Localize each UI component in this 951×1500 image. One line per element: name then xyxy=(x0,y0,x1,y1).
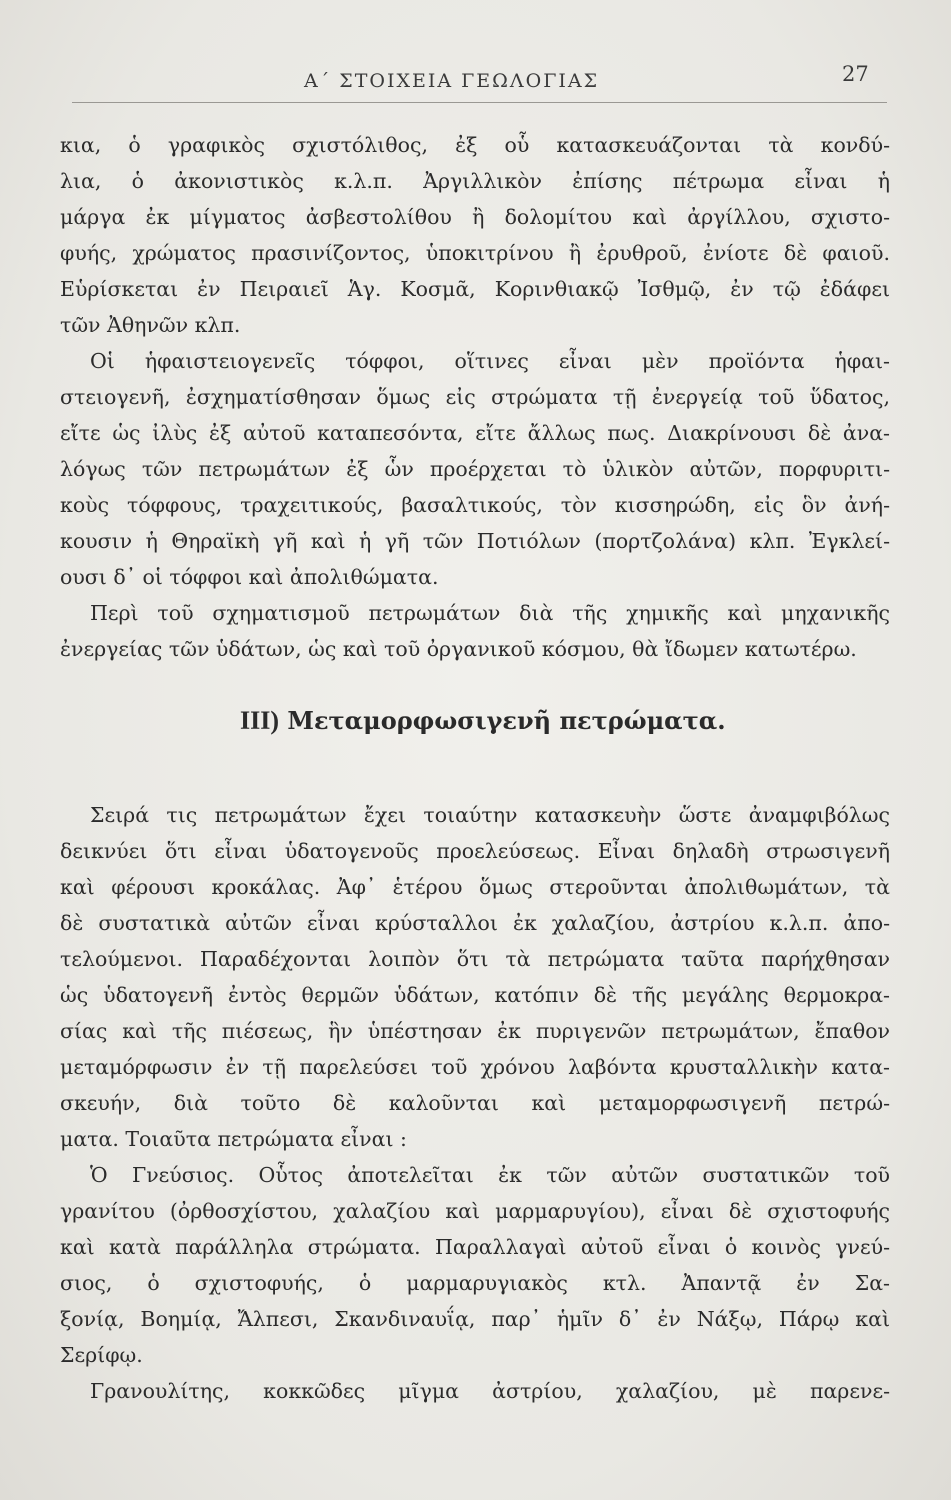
running-head: Α΄ ΣΤΟΙΧΕΙΑ ΓΕΩΛΟΓΙΑΣ xyxy=(304,70,600,92)
text-line: κουσιν ἡ Θηραϊκὴ γῆ καὶ ἡ γῆ τῶν Ποτιόλων (πορτζολάνα) κλπ. Ἐγκλεί- xyxy=(60,529,890,553)
text-line: ἐνεργείας τῶν ὑδάτων, ὡς καὶ τοῦ ὀργανικοῦ κόσμου, θὰ ἴδωμεν κατωτέρω. xyxy=(60,637,857,661)
text-line: δὲ συστατικὰ αὐτῶν εἶναι κρύσταλλοι ἐκ χαλαζίου, ἀστρίου κ.λ.π. ἀπο- xyxy=(60,911,890,935)
text-line: ουσι δ᾽ οἱ τόφφοι καὶ ἀπολιθώματα. xyxy=(60,565,439,589)
text-line: μεταμόρφωσιν ἐν τῇ παρελεύσει τοῦ χρόνου λαβόντα κρυσταλλικὴν κατα- xyxy=(60,1055,890,1079)
text-line: καὶ κατὰ παράλληλα στρώματα. Παραλλαγαὶ αὐτοῦ εἶναι ὁ κοινὸς γνεύ- xyxy=(60,1235,890,1259)
text-line: Σερίφῳ. xyxy=(60,1343,143,1367)
header-rule xyxy=(72,102,887,103)
paragraph-start-line: Γρανουλίτης, κοκκῶδες μῖγμα ἀστρίου, χαλαζίου, μὲ παρενε- xyxy=(90,1379,890,1403)
text-line: δεικνύει ὅτι εἶναι ὑδατογενοῦς προελεύσεως. Εἶναι δηλαδὴ στρωσιγενῆ xyxy=(60,839,890,863)
text-line: σίας καὶ τῆς πιέσεως, ἣν ὑπέστησαν ἐκ πυριγενῶν πετρωμάτων, ἔπαθον xyxy=(60,1019,890,1043)
text-line: ξονίᾳ, Βοημίᾳ, Ἄλπεσι, Σκανδιναυΐᾳ, παρ᾽ ἡμῖν δ᾽ ἐν Νάξῳ, Πάρῳ καὶ xyxy=(60,1307,890,1331)
text-line: εἴτε ὡς ἰλὺς ἐξ αὐτοῦ καταπεσόντα, εἴτε ἄλλως πως. Διακρίνουσι δὲ ἀνα- xyxy=(60,421,890,445)
text-line: ὡς ὑδατογενῆ ἐντὸς θερμῶν ὑδάτων, κατόπιν δὲ τῆς μεγάλης θερμοκρα- xyxy=(60,983,890,1007)
text-line: στειογενῆ, ἐσχηματίσθησαν ὅμως εἰς στρώματα τῇ ἐνεργείᾳ τοῦ ὕδατος, xyxy=(60,385,890,409)
text-line: φυής, χρώματος πρασινίζοντος, ὑποκιτρίνου ἢ ἐρυθροῦ, ἐνίοτε δὲ φαιοῦ. xyxy=(60,241,890,265)
page-number: 27 xyxy=(842,62,869,86)
paragraph-start-line: Ὁ Γνεύσιος. Οὗτος ἀποτελεῖται ἐκ τῶν αὐτῶν συστατικῶν τοῦ xyxy=(90,1163,890,1187)
text-line: Εὑρίσκεται ἐν Πειραιεῖ Ἁγ. Κοσμᾶ, Κορινθιακῷ Ἰσθμῷ, ἐν τῷ ἐδάφει xyxy=(60,277,890,301)
text-line: τῶν Ἀθηνῶν κλπ. xyxy=(60,313,241,337)
paragraph-start-line: Σειρά τις πετρωμάτων ἔχει τοιαύτην κατασκευὴν ὥστε ἀναμφιβόλως xyxy=(90,803,890,827)
text-line: καὶ φέρουσι κροκάλας. Ἀφ᾽ ἑτέρου ὅμως στεροῦνται ἀπολιθωμάτων, τὰ xyxy=(60,875,890,899)
paragraph-start-line: Οἱ ἡφαιστειογενεῖς τόφφοι, οἵτινες εἶναι μὲν προϊόντα ἡφαι- xyxy=(90,349,890,373)
text-line: ματα. Τοιαῦτα πετρώματα εἶναι : xyxy=(60,1127,407,1151)
text-line: κια, ὁ γραφικὸς σχιστόλιθος, ἐξ οὗ κατασκευάζονται τὰ κονδύ- xyxy=(60,133,890,157)
section-number: ΙΙΙ) xyxy=(240,706,280,735)
paragraph-start-line: Περὶ τοῦ σχηματισμοῦ πετρωμάτων διὰ τῆς χημικῆς καὶ μηχανικῆς xyxy=(90,601,890,625)
text-line: λόγως τῶν πετρωμάτων ἐξ ὧν προέρχεται τὸ ὑλικὸν αὐτῶν, πορφυριτι- xyxy=(60,457,890,481)
text-line: μάργα ἐκ μίγματος ἀσβεστολίθου ἢ δολομίτου καὶ ἀργίλλου, σχιστο- xyxy=(60,205,890,229)
text-line: σκευήν, διὰ τοῦτο δὲ καλοῦνται καὶ μεταμορφωσιγενῆ πετρώ- xyxy=(60,1091,890,1115)
section-title: Μεταμορφωσιγενῆ πετρώματα. xyxy=(287,706,726,735)
text-line: λια, ὁ ἀκονιστικὸς κ.λ.π. Ἀργιλλικὸν ἐπίσης πέτρωμα εἶναι ἡ xyxy=(60,169,890,193)
text-line: γρανίτου (ὀρθοσχίστου, χαλαζίου καὶ μαρμαρυγίου), εἶναι δὲ σχιστοφυής xyxy=(60,1199,890,1223)
text-line: κοὺς τόφφους, τραχειτικούς, βασαλτικούς, τὸν κισσηρώδη, εἰς ὃν ἀνή- xyxy=(60,493,890,517)
text-line: τελούμενοι. Παραδέχονται λοιπὸν ὅτι τὰ πετρώματα ταῦτα παρήχθησαν xyxy=(60,947,890,971)
section-heading xyxy=(240,706,726,736)
text-line: σιος, ὁ σχιστοφυής, ὁ μαρμαρυγιακὸς κτλ. Ἀπαντᾷ ἐν Σα- xyxy=(60,1271,890,1295)
